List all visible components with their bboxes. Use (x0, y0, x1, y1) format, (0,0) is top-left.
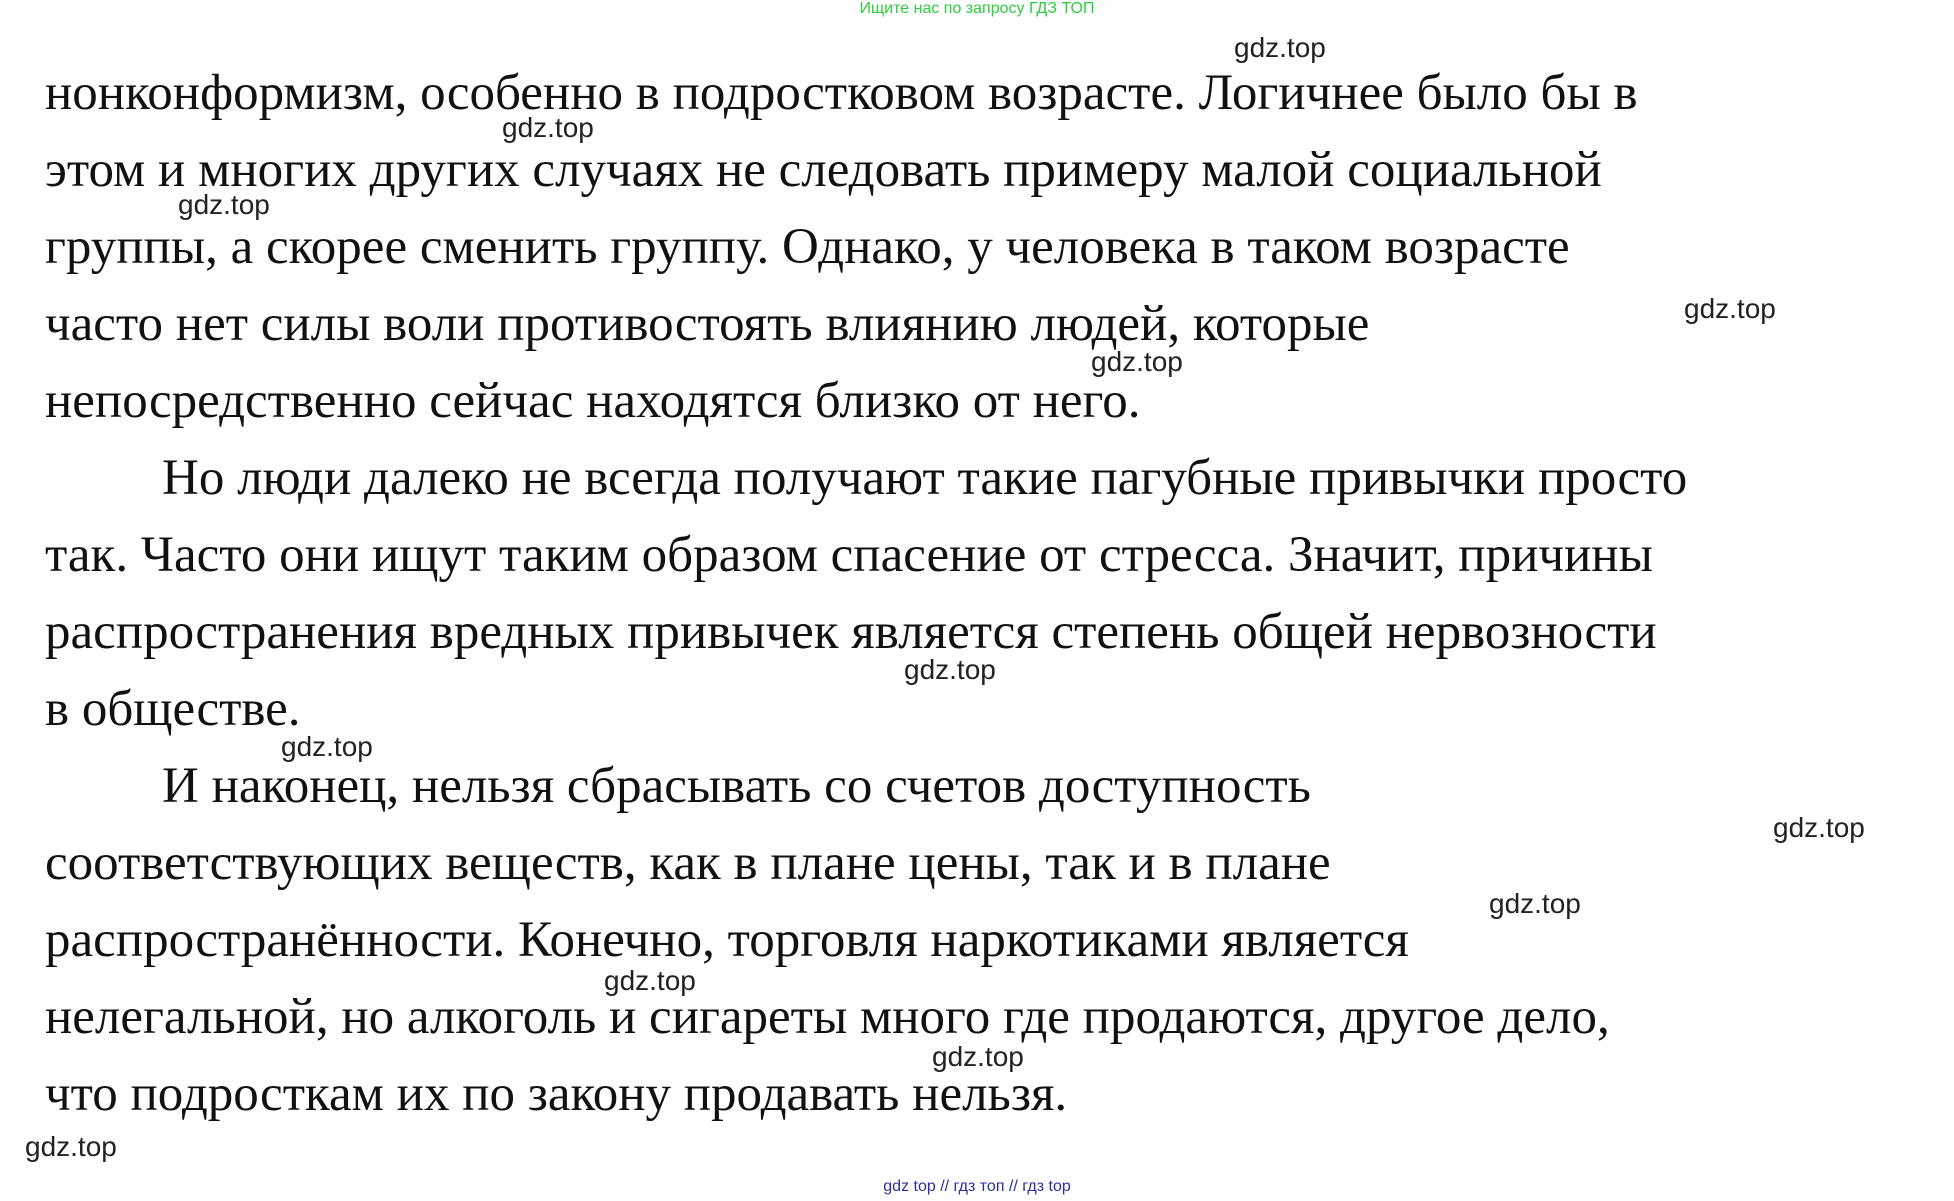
watermark: gdz.top (904, 654, 996, 685)
watermark: gdz.top (281, 731, 373, 762)
text-line: группы, а скорее сменить группу. Однако, у человека в таком возрасте (45, 219, 1570, 275)
watermark: gdz.top (1773, 812, 1865, 843)
text-line: распространённости. Конечно, торговля наркотиками является (45, 912, 1409, 968)
text-line: часто нет силы воли противостоять влиянию людей, которые (45, 296, 1370, 352)
text-line: в обществе. (45, 681, 301, 737)
text-line: так. Часто они ищут таким образом спасение от стресса. Значит, причины (45, 527, 1653, 583)
text-line: непосредственно сейчас находятся близко от него. (45, 373, 1141, 429)
watermark: gdz.top (604, 965, 696, 996)
text-line: распространения вредных привычек является степень общей нервозности (45, 604, 1657, 660)
text-line: что подросткам их по закону продавать нельзя. (45, 1066, 1068, 1122)
watermark: gdz.top (1684, 293, 1776, 324)
text-line: нелегальной, но алкоголь и сигареты много где продаются, другое дело, (45, 989, 1610, 1045)
text-line: соответствующих веществ, как в плане цены, так и в плане (45, 835, 1331, 891)
watermark: gdz.top (178, 189, 270, 220)
paragraph-start-line: Но люди далеко не всегда получают такие пагубные привычки просто (162, 450, 1688, 506)
text-line: этом и многих других случаях не следовать примеру малой социальной (45, 142, 1602, 198)
footer-watermark: gdz top // гдз топ // гдз top (883, 1178, 1071, 1195)
search-hint-banner: Ищите нас по запросу ГДЗ ТОП (859, 0, 1095, 17)
paragraph-start-line: И наконец, нельзя сбрасывать со счетов доступность (162, 758, 1311, 814)
watermark: gdz.top (502, 112, 594, 143)
watermark: gdz.top (1234, 32, 1326, 63)
text-line: нонконформизм, особенно в подростковом возрасте. Логичнее было бы в (45, 65, 1638, 121)
watermark: gdz.top (1489, 888, 1581, 919)
watermark: gdz.top (25, 1131, 117, 1162)
watermark: gdz.top (1091, 346, 1183, 377)
watermark: gdz.top (932, 1041, 1024, 1072)
